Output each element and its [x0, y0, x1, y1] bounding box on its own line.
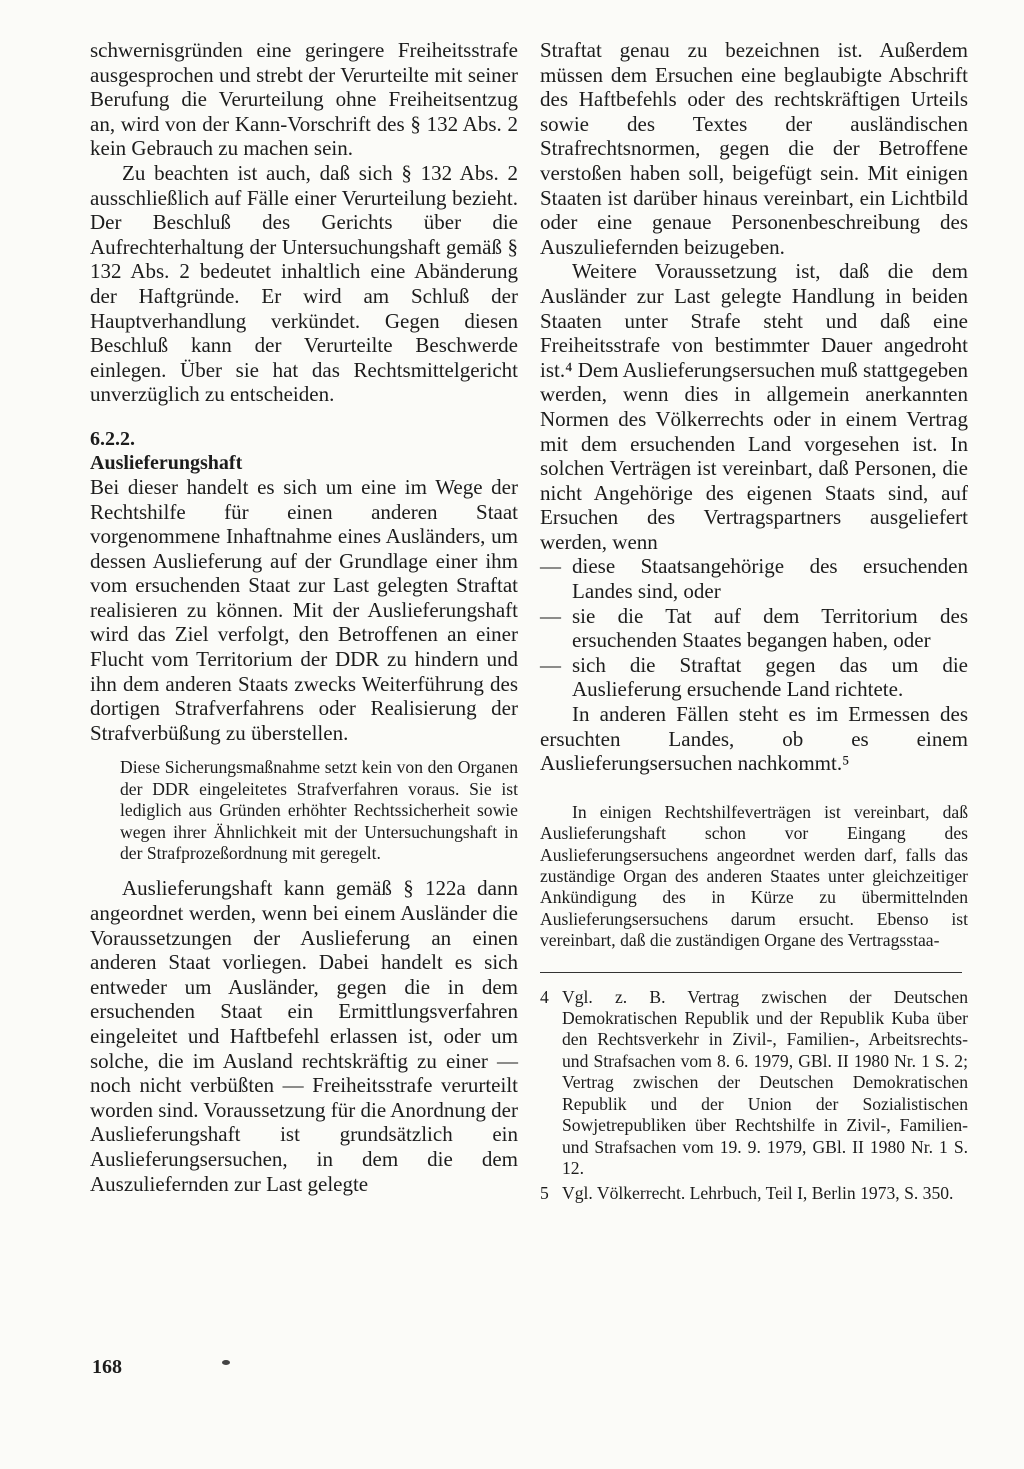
section-title: Auslieferungshaft [90, 451, 243, 474]
footnote [540, 1183, 968, 1204]
paragraph: In anderen Fällen steht es im Ermessen des ersuchten Landes, ob es einem Auslieferungsersuchen nachkommt.⁵ [540, 702, 968, 776]
dash-bullet: — [540, 603, 561, 628]
list-item-text: diese Staatsangehörige des ersuchenden Landes sind, oder [572, 554, 968, 604]
condition-list [540, 554, 968, 702]
paragraph: Straftat genau zu bezeichnen ist. Außerdem müssen dem Ersuchen eine beglaubigte Abschrift des Haftbefehls oder des rechtskräftigen Urteils sowie des Textes der ausländischen Strafrechtsnormen, gegen die der Betroffene verstoßen haben soll, beigefügt sein. Mit einigen Staaten ist darüber hinaus vereinbart, ein Lichtbild oder eine genaue Personenbeschreibung des Auszuliefernden beizugeben. [540, 38, 968, 259]
list-item [540, 653, 968, 702]
list-item [540, 604, 968, 653]
footnote-text: Vgl. Völkerrecht. Lehrbuch, Teil I, Berlin 1973, S. 350. [562, 1183, 954, 1204]
right-column [540, 38, 968, 1209]
small-print-note: In einigen Rechtshilfeverträgen ist vereinbart, daß Auslieferungshaft schon vor Eingang des Auslieferungsersuchens angeordnet werden darf, falls das zuständige Organ des anderen Staates unter gleichzeitiger Ankündigung des in Kürze zu übermittelnden Auslieferungsersuchens darum ersucht. Ebenso ist vereinbart, daß die zuständigen Organe des Vertragsstaa- [540, 801, 968, 951]
list-item-text: sie die Tat auf dem Territorium des ersuchenden Staates begangen haben, oder [572, 603, 968, 653]
paragraph: Auslieferungshaft kann gemäß § 122a dann angeordnet werden, wenn bei einem Ausländer die Voraussetzungen der Auslieferung an einen anderen Staat vorliegen. Dabei handelt es sich entweder um Ausländer, gegen die in dem ersuchenden Staat ein Ermittlungsverfahren eingeleitet und Haftbefehl erlassen ist, oder um solche, die im Ausland rechtskräftig zu einer — noch nicht verbüßten — Freiheitsstrafe verurteilt worden sind. Voraussetzung für die Anordnung der Auslieferungshaft ist grundsätzlich ein Auslieferungsersuchen, in dem die dem Auszuliefernden zur Last gelegte [90, 876, 518, 1196]
footnote-number: 5 [540, 1183, 549, 1204]
small-print-note: Diese Sicherungsmaßnahme setzt kein von den Organen der DDR eingeleitetes Strafverfahren voraus. Sie ist lediglich aus Gründen erhöhter Rechtssicherheit sowie wegen ihrer Ähnlichkeit mit der Untersuchungshaft in der Strafprozeßordnung mit geregelt. [120, 757, 518, 864]
paragraph: Zu beachten ist auch, daß sich § 132 Abs. 2 ausschließlich auf Fälle einer Verurteilung bezieht. Der Beschluß des Gerichts über die Aufrechterhaltung der Untersuchungshaft gemäß § 132 Abs. 2 bedeutet inhaltlich eine Abänderung der Haftgründe. Er wird am Schluß der Hauptverhandlung verkündet. Gegen diesen Beschluß kann der Verurteilte Beschwerde einlegen. Über sie hat das Rechtsmittelgericht unverzüglich zu entscheiden. [90, 160, 518, 407]
paragraph: Bei dieser handelt es sich um eine im Wege der Rechtshilfe für einen anderen Staat vorgenommene Inhaftnahme eines Ausländers, um dessen Auslieferung auf der Grundlage einer ihm vom ersuchenden Staat zur Last gelegten Straftat realisieren zu können. Mit der Auslieferungshaft wird das Ziel verfolgt, den Betroffenen an einer Flucht vom Territorium der DDR zu hindern und ihn dem anderen Staats zwecks Weiterführung des dortigen Strafverfahrens oder Realisierung der Strafverbüßung zu überstellen. [90, 474, 518, 745]
footnote-number: 4 [540, 986, 549, 1007]
ink-speck [222, 1360, 230, 1365]
list-item-text: sich die Straftat gegen das um die Auslieferung ersuchende Land richtete. [572, 652, 968, 702]
section-number: 6.2.2. [90, 427, 135, 450]
spacer [90, 864, 518, 876]
dash-bullet: — [540, 652, 561, 677]
dash-bullet: — [540, 554, 561, 579]
spacer [540, 776, 968, 802]
footnote-text: Vgl. z. B. Vertrag zwischen der Deutschen Demokratischen Republik und der Republik Kuba über den Rechtsverkehr in Zivil-, Familien-, Arbeitsrechts- und Strafsachen vom 8. 6. 1979, GBl. II 1980 Nr. 1 S. 2; Vertrag zwischen der Deutschen Demokratischen Republik und der Union der Sozialistischen Sowjetrepubliken über Rechtshilfe in Zivil-, Familien- und Strafsachen vom 19. 9. 1979, GBl. II 1980 Nr. 1 S. 12. [562, 986, 968, 1178]
page-number: 168 [92, 1356, 122, 1378]
left-column [90, 38, 518, 1196]
paragraph: Weitere Voraussetzung ist, daß die dem Ausländer zur Last gelegte Handlung in beiden Staaten unter Strafe steht und daß eine Freiheitsstrafe von bestimmter Dauer angedroht ist.⁴ Dem Auslieferungsersuchen muß stattgegeben werden, wenn dies in allgemein anerkannten Normen des Völkerrechts oder in einem Vertrag mit dem ersuchenden Land vorgesehen ist. In solchen Verträgen ist vereinbart, daß Personen, die nicht Angehörige des eigenen Staats sind, auf Ersuchen des Vertragspartners ausgeliefert werden, wenn [540, 259, 968, 554]
footnote-rule [540, 972, 962, 973]
footnote [540, 987, 968, 1180]
paragraph: schwernisgründen eine geringere Freiheitsstrafe ausgesprochen und strebt der Verurteilte mit seiner Berufung die Verurteilung ohne Freiheitsentzug an, wird von der Kann-Vorschrift des § 132 Abs. 2 kein Gebrauch zu machen sein. [90, 38, 518, 161]
list-item [540, 554, 968, 603]
spacer [90, 407, 518, 427]
